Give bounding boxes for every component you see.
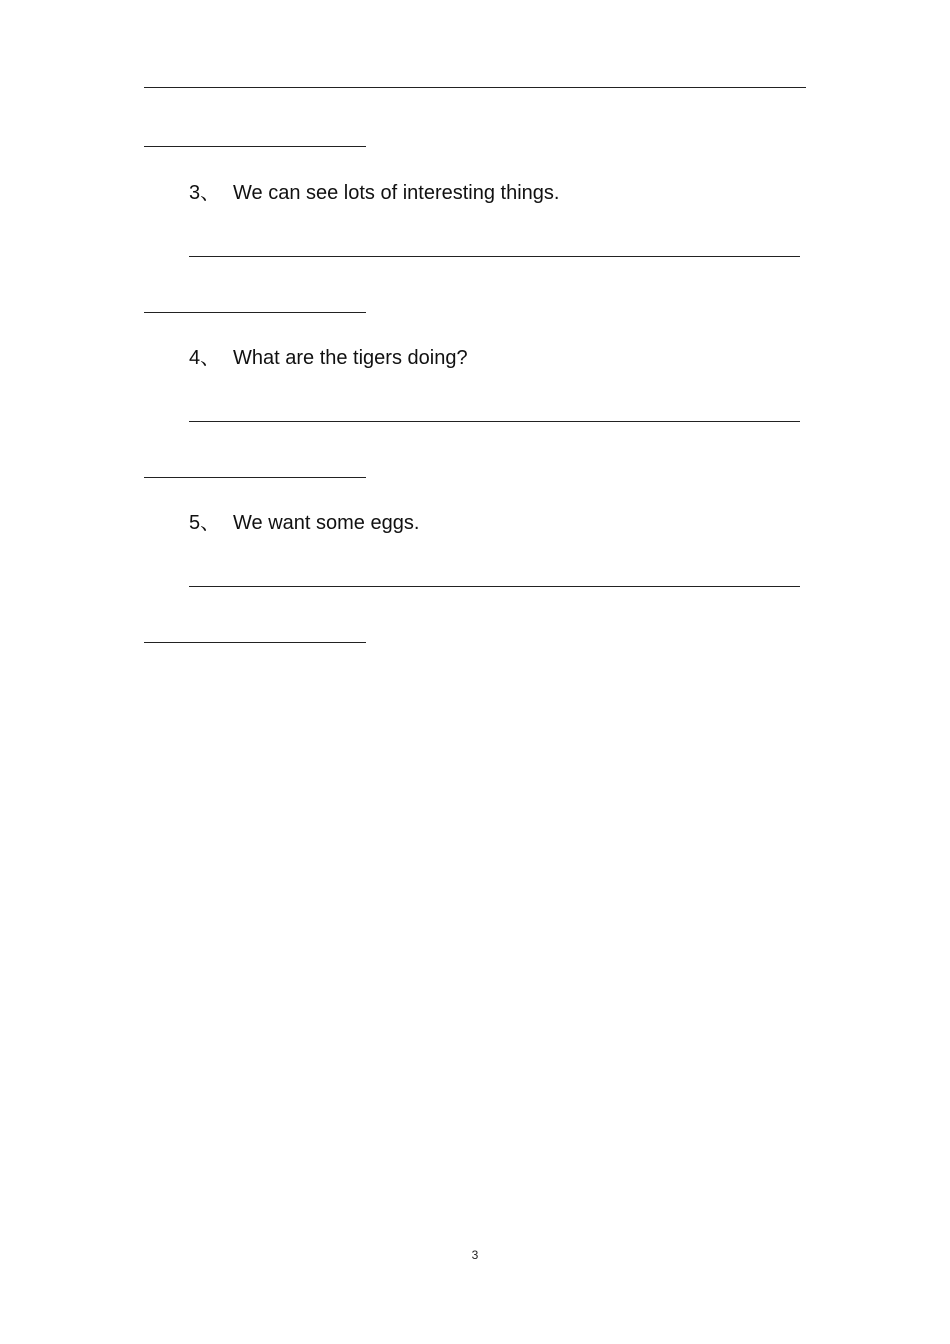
question-number: 4、 <box>189 347 221 369</box>
page-number: 3 <box>471 1248 479 1262</box>
question-number: 5、 <box>189 512 221 534</box>
question-text: We want some eggs. <box>233 512 420 534</box>
answer-line <box>189 256 800 257</box>
question-4 <box>189 346 468 370</box>
answer-line-continuation <box>144 477 366 478</box>
answer-line <box>189 421 800 422</box>
question-text: We can see lots of interesting things. <box>233 182 560 204</box>
answer-line-continuation <box>144 146 366 147</box>
question-3 <box>189 181 559 205</box>
answer-line-continuation <box>144 642 366 643</box>
question-5 <box>189 511 419 535</box>
answer-line <box>189 586 800 587</box>
question-text: What are the tigers doing? <box>233 347 468 369</box>
question-number: 3、 <box>189 182 221 204</box>
answer-line <box>144 87 806 88</box>
answer-line-continuation <box>144 312 366 313</box>
